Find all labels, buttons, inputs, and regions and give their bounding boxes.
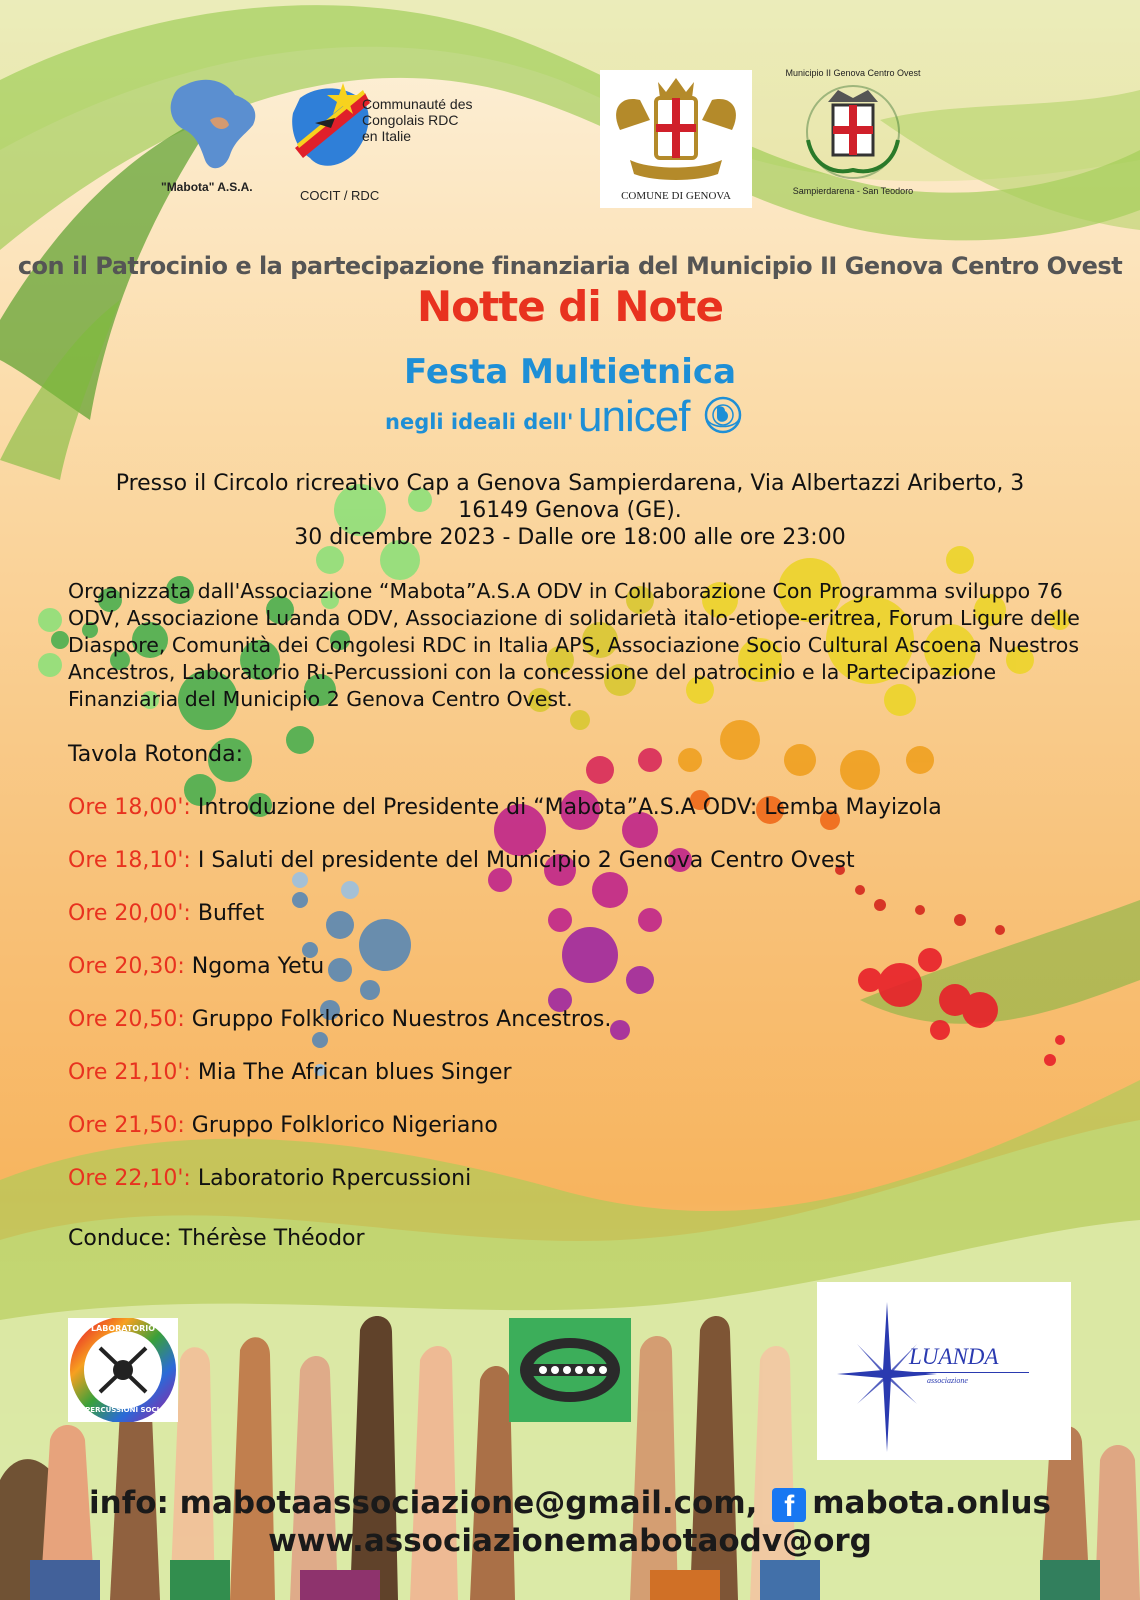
cocit-line-2: Congolais RDC [362,112,459,128]
program-desc: Mia The African blues Singer [190,1060,512,1085]
program-item [68,1113,498,1138]
host-line: Conduce: Thérèse Théodor [68,1226,365,1251]
luanda-logo [817,1282,1071,1460]
patrocinio-text: con il Patrocinio e la partecipazione finanziaria del Municipio II Genova Centro Ovest [17,252,1123,280]
program-time: Ore 21,50: [68,1113,185,1138]
venue-city: 16149 Genova (GE). [458,498,682,523]
cocit-line-1: Communauté des [362,96,473,112]
comune-genova-logo [600,70,752,208]
program-time: Ore 20,00': [68,901,191,926]
nuestros-ancestros-logo [509,1318,631,1422]
cocit-short-label: COCIT / RDC [300,188,380,203]
ideali-text: negli ideali dell' [385,410,574,434]
organizers-paragraph: Organizzata dall'Associazione “Mabota”A.S.A ODV in Collaborazione Con Programma sviluppo 76 ODV, Associazione Luanda ODV, Associazione di solidarietà italo-etiope-eritrea, Forum Ligure delle Diaspore, Comunità dei Congolesi RDC in Italia APS, Associazione Socio Cultural Ascoena Nuestros Ancestros, Laboratorio Ri-Percussioni con la concessione del patrocinio e la Partecipazione Finanziaria del Municipio 2 Genova Centro Ovest. [68,579,1080,711]
ancestros-emblem-icon [509,1318,631,1422]
mabota-logo [161,75,265,200]
contact-email[interactable]: info: mabotaassociazione@gmail.com, [89,1485,758,1521]
genova-coat-of-arms-icon [600,70,752,188]
unicef-logo [578,392,743,442]
program-time: Ore 21,10': [68,1060,191,1085]
cocit-logo [285,78,495,203]
venue-block [0,470,1140,551]
program-time: Ore 20,30: [68,954,185,979]
program-item [68,795,942,820]
program-desc: Introduzione del Presidente di “Mabota”A.S.A ODV: Lemba Mayizola [190,795,942,820]
luanda-underline [909,1372,1029,1373]
star-compass-icon [827,1282,947,1460]
program-desc: Gruppo Folklorico Nuestros Ancestros. [184,1007,612,1032]
luanda-wordmark: LUANDA [909,1344,999,1369]
program-item [68,1007,611,1032]
program-desc: Gruppo Folklorico Nigeriano [184,1113,498,1138]
africa-map-icon [165,75,265,175]
program-item [68,848,855,873]
page-title: Notte di Note [417,282,723,331]
contact-line [0,1485,1140,1522]
program-time: Ore 18,10': [68,848,191,873]
event-subtitle: Festa Multietnica [403,352,737,392]
program-item [68,1060,512,1085]
cocit-line-3: en Italie [362,128,412,144]
unicef-emblem-icon [703,395,743,435]
program-desc: Ngoma Yetu [184,954,325,979]
program-time: Ore 22,10': [68,1166,191,1191]
program-time: Ore 20,50: [68,1007,185,1032]
program-desc: Buffet [190,901,265,926]
mabota-label: "Mabota" A.S.A. [161,180,253,194]
program-item [68,954,324,979]
program-time: Ore 18,00': [68,795,191,820]
program-desc: I Saluti del presidente del Municipio 2 Genova Centro Ovest [190,848,855,873]
facebook-handle[interactable]: mabota.onlus [812,1485,1051,1521]
municipio-ring-bottom: Sampierdarena - San Teodoro [792,186,914,196]
program-desc: Laboratorio Rpercussioni [190,1166,472,1191]
laboratorio-ring-bottom: RI-PERCUSSIONI SOCIALI [74,1406,172,1414]
website-link[interactable]: www.associazionemabotaodv@org [268,1523,872,1559]
municipio-logo [778,70,928,200]
luanda-subtitle: associazione [927,1376,968,1385]
program-item [68,1166,471,1191]
comune-label: COMUNE DI GENOVA [621,190,731,202]
facebook-icon[interactable]: f [772,1488,806,1522]
program-item [68,901,264,926]
venue-date-time: 30 dicembre 2023 - Dalle ore 18:00 alle ore 23:00 [294,525,846,550]
municipio-emblem-icon [778,70,928,200]
laboratorio-logo [68,1318,178,1422]
unicef-wordmark: unicef [578,392,690,441]
laboratorio-ring-top: LABORATORIO [90,1324,156,1333]
municipio-ring-top: Municipio II Genova Centro Ovest [785,68,921,78]
tavola-rotonda-heading: Tavola Rotonda: [68,742,243,767]
venue-address: Presso il Circolo ricreativo Cap a Genova Sampierdarena, Via Albertazzi Ariberto, 3 [115,471,1025,496]
